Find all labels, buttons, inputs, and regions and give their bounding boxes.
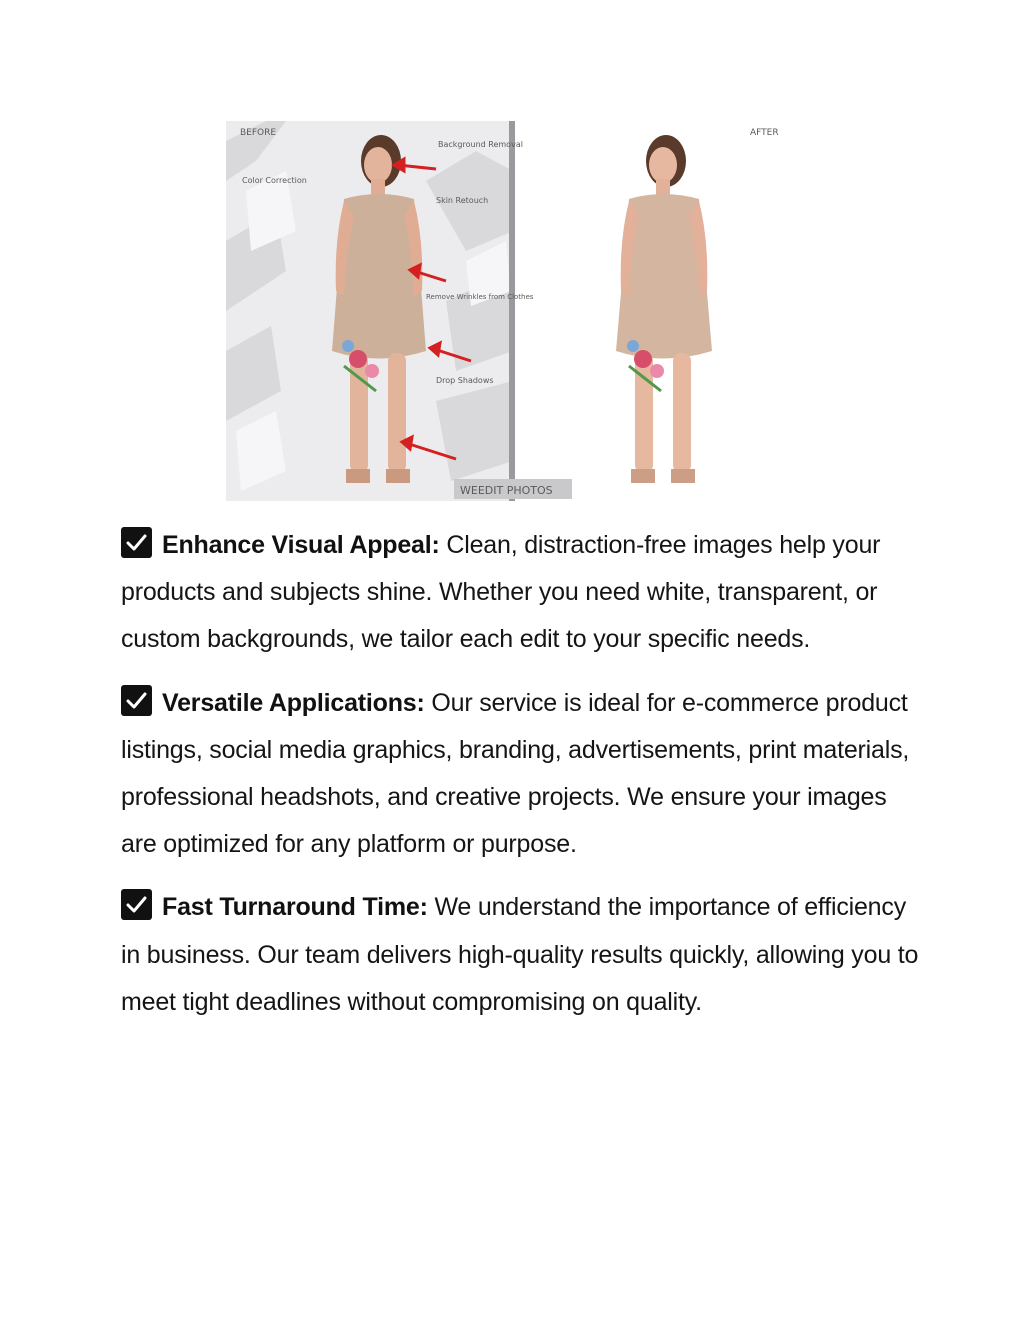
annotation-background-removal: Background Removal <box>438 140 523 149</box>
before-label: BEFORE <box>240 128 277 138</box>
annotation-skin-retouch: Skin Retouch <box>436 196 489 205</box>
checkbox-checked-icon <box>121 527 152 558</box>
before-after-illustration <box>226 121 804 501</box>
section-fast-turnaround <box>121 884 921 1026</box>
section-body: Our service is ideal for e-commerce product listings, social media graphics, branding, advertisements, print materials, professional headshots, and creative projects. We ensure your images are optimized for any platform or purpose. <box>121 688 910 859</box>
checkbox-checked-icon <box>121 889 152 920</box>
section-enhance-visual-appeal <box>121 522 921 664</box>
annotation-color-correction: Color Correction <box>242 176 307 185</box>
after-label: AFTER <box>750 128 779 138</box>
annotation-remove-wrinkles: Remove Wrinkles from Clothes <box>426 293 534 301</box>
section-body: Clean, distraction-free images help your products and subjects shine. Whether you need white, transparent, or custom backgrounds, we tailor each edit to your specific needs. <box>121 531 881 654</box>
section-title: Versatile Applications: <box>162 688 425 717</box>
before-after-image <box>226 121 804 501</box>
section-versatile-applications <box>121 680 921 869</box>
watermark: WEEDIT PHOTOS <box>460 484 553 497</box>
checkbox-checked-icon <box>121 685 152 716</box>
section-title: Enhance Visual Appeal: <box>162 531 440 559</box>
annotation-drop-shadows: Drop Shadows <box>436 376 494 385</box>
section-body: We understand the importance of efficiency in business. Our team delivers high-quality results quickly, allowing you to meet tight deadlines without compromising on quality. <box>121 893 919 1016</box>
section-title: Fast Turnaround Time: <box>162 893 428 922</box>
content <box>121 522 921 1042</box>
